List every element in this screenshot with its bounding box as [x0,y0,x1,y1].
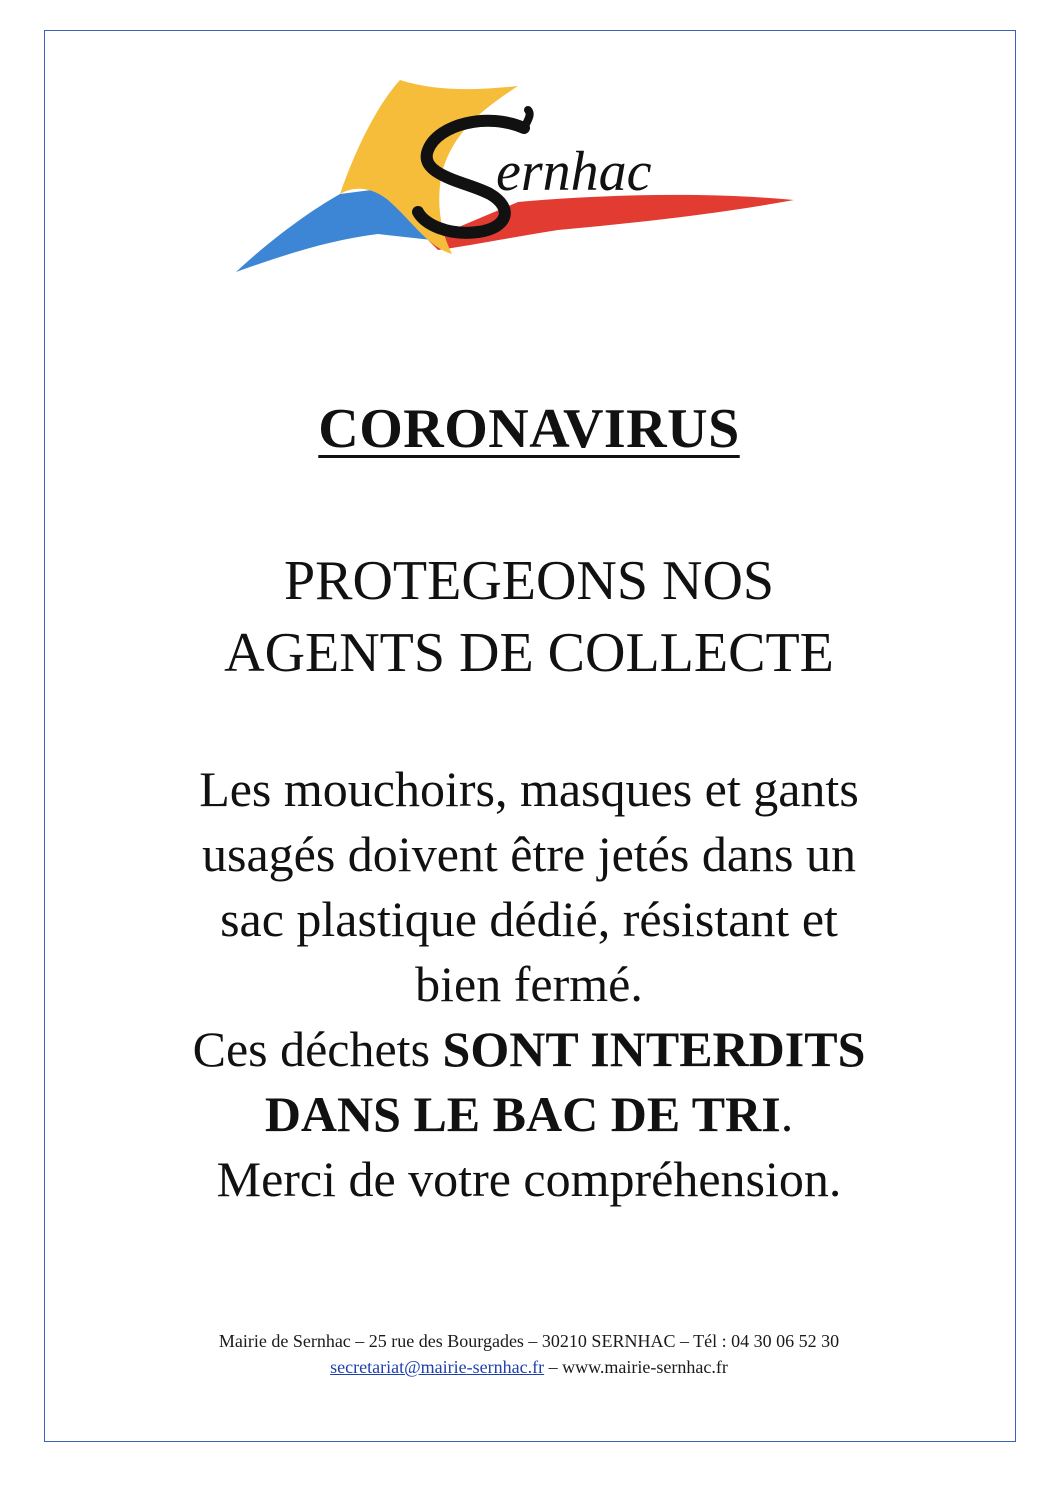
subtitle-line-1: PROTEGEONS NOS [283,550,775,612]
footer-website: www.mairie-sernhac.fr [562,1357,728,1377]
footer-address: Mairie de Sernhac – 25 rue des Bourgades – 30210 SERNHAC – Tél : 04 30 06 52 30 [218,1331,840,1351]
logo-wordmark: ernhac [496,141,652,203]
message-line-5 [0,1017,1058,1082]
footer-email-link[interactable]: secretariat@mairie-sernhac.fr [330,1357,545,1377]
message-line-6-emphasis: DANS LE BAC DE TRI [264,1086,781,1142]
subtitle-line-2: AGENTS DE COLLECTE [224,622,834,684]
message-line-6 [0,1082,1058,1147]
footer-contact [0,1354,1058,1380]
message-line-1: Les mouchoirs, masques et gants [199,761,859,817]
footer [0,1328,1058,1380]
logo-s-tail [524,110,530,128]
poster-message [0,757,1058,1212]
message-line-4: bien fermé. [415,956,643,1012]
poster-title [0,396,1058,463]
message-line-5-prefix: Ces déchets [192,1021,443,1077]
message-line-7: Merci de votre compréhension. [216,1151,842,1207]
logo-red-swoosh [428,195,794,250]
sernhac-logo [228,72,808,287]
poster-subtitle [0,545,1058,689]
message-line-3: sac plastique dédié, résistant et [220,891,838,947]
logo-graphic [228,72,808,287]
poster-title-text: CORONAVIRUS [318,398,740,460]
footer-separator: – [544,1357,563,1377]
message-line-6-suffix: . [780,1086,794,1142]
message-line-2: usagés doivent être jetés dans un [202,826,856,882]
message-line-5-emphasis: SONT INTERDITS [442,1021,866,1077]
